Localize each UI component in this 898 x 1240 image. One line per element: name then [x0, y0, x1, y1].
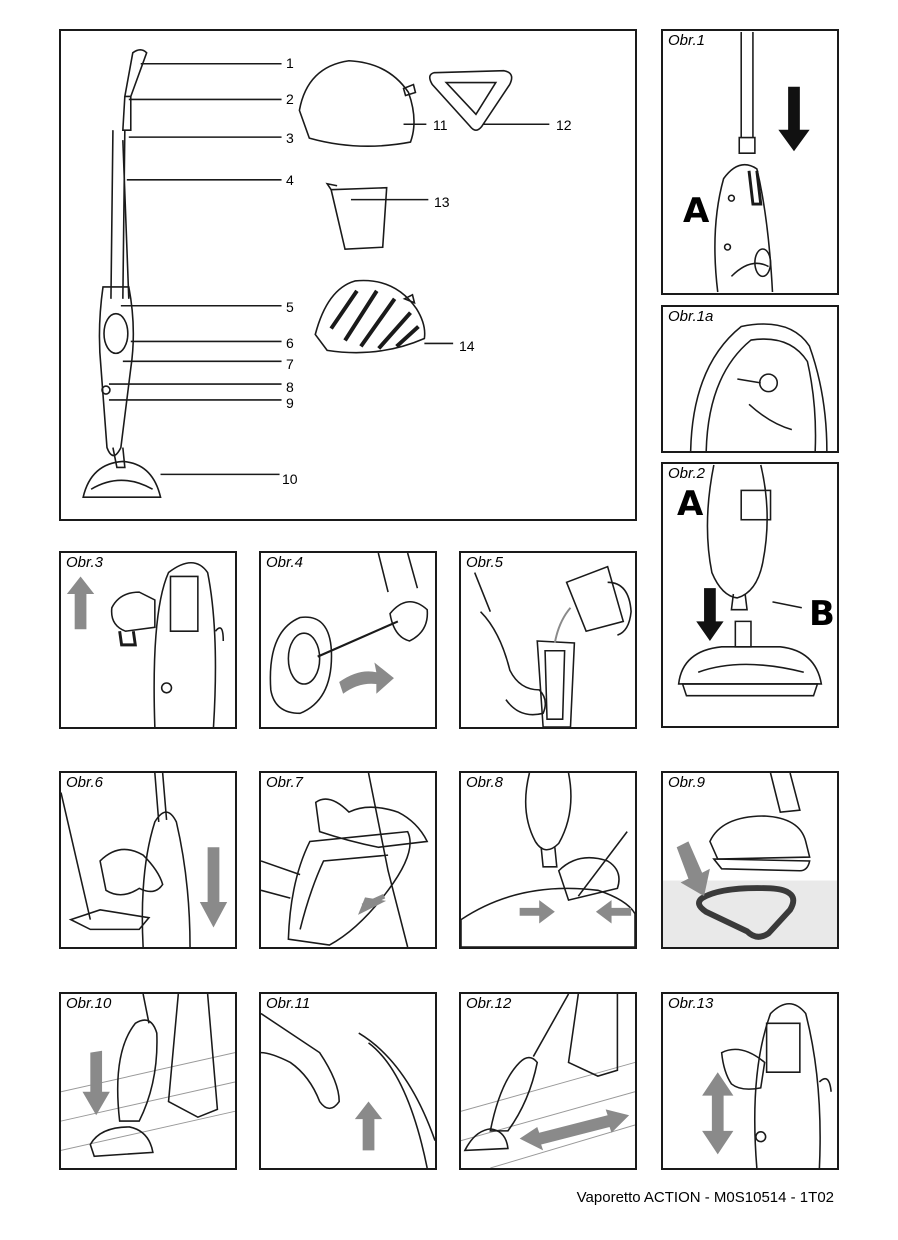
- figure-obr4: [259, 551, 437, 729]
- figure-obr10: [59, 992, 237, 1170]
- arrow-down-icon: [696, 588, 723, 641]
- callout-6: 6: [286, 335, 294, 351]
- cloth-attach-illustration: [261, 773, 435, 947]
- figure-obr3: [59, 551, 237, 729]
- figure-label: Obr.5: [466, 554, 503, 571]
- figure-label: Obr.7: [266, 774, 303, 791]
- callout-7: 7: [286, 356, 294, 372]
- figure-obr11: [259, 992, 437, 1170]
- overview-panel: [59, 29, 637, 521]
- figure-obr5: [459, 551, 637, 729]
- figure-obr1: [661, 29, 839, 295]
- figure-obr13: [661, 992, 839, 1170]
- pole-insert-illustration: [663, 31, 837, 293]
- body-detail-illustration: [663, 307, 837, 451]
- figure-obr8: [459, 771, 637, 949]
- figure-obr9: [661, 771, 839, 949]
- arrow-up-icon: [67, 576, 94, 629]
- steam-mop-parts-diagram: [61, 31, 635, 519]
- tank-cap-illustration: [261, 553, 435, 727]
- arrow-down-icon: [778, 87, 809, 152]
- figure-label: Obr.10: [66, 995, 112, 1012]
- steam-button-illustration: [261, 994, 435, 1168]
- arrow-down-icon: [83, 1051, 110, 1116]
- figure-label: Obr.1: [668, 32, 705, 49]
- figure-label: Obr.2: [668, 465, 705, 482]
- callout-13: 13: [434, 194, 450, 210]
- callout-14: 14: [459, 338, 475, 354]
- figure-label: Obr.13: [668, 995, 714, 1012]
- document-footer: Vaporetto ACTION - M0S10514 - 1T02: [576, 1189, 834, 1206]
- figure-label: Obr.6: [66, 774, 103, 791]
- figure-obr2: [661, 462, 839, 728]
- steam-mop-in-use-illustration: [61, 994, 235, 1168]
- figure-label: Obr.11: [266, 995, 311, 1012]
- arrow-double-horizontal-icon: [520, 1109, 629, 1150]
- callout-1: 1: [286, 55, 294, 71]
- callout-10: 10: [282, 471, 298, 487]
- arrow-right-icon: [520, 900, 555, 923]
- tank-empty-illustration: [663, 994, 837, 1168]
- figure-obr6: [59, 771, 237, 949]
- callout-4: 4: [286, 172, 294, 188]
- figure-label: Obr.3: [66, 554, 103, 571]
- callout-3: 3: [286, 130, 294, 146]
- letter-a-marker: A: [677, 484, 704, 524]
- callout-11: 11: [433, 117, 448, 133]
- callout-8: 8: [286, 379, 294, 395]
- callout-2: 2: [286, 91, 294, 107]
- floor-cleaning-illustration: [461, 994, 635, 1168]
- callout-12: 12: [556, 117, 572, 133]
- letter-b-marker: B: [809, 594, 835, 634]
- figure-label: Obr.8: [466, 774, 503, 791]
- figure-label: Obr.1a: [668, 308, 714, 325]
- pad-fixing-illustration: [461, 773, 635, 947]
- arrow-down-icon: [200, 847, 227, 927]
- arrow-up-icon: [355, 1102, 382, 1151]
- tank-fill-illustration: [461, 553, 635, 727]
- pole-release-illustration: [61, 773, 235, 947]
- figure-obr7: [259, 771, 437, 949]
- figure-label: Obr.12: [466, 995, 512, 1012]
- figure-obr1a: [661, 305, 839, 453]
- tank-removal-illustration: [61, 553, 235, 727]
- figure-label: Obr.9: [668, 774, 705, 791]
- arrow-curved-icon: [339, 662, 394, 693]
- figure-label: Obr.4: [266, 554, 303, 571]
- carpet-glider-illustration: [663, 773, 837, 947]
- callout-5: 5: [286, 299, 294, 315]
- callout-9: 9: [286, 395, 294, 411]
- figure-obr12: [459, 992, 637, 1170]
- letter-a-marker: A: [683, 191, 710, 231]
- arrow-double-vertical-icon: [702, 1072, 733, 1154]
